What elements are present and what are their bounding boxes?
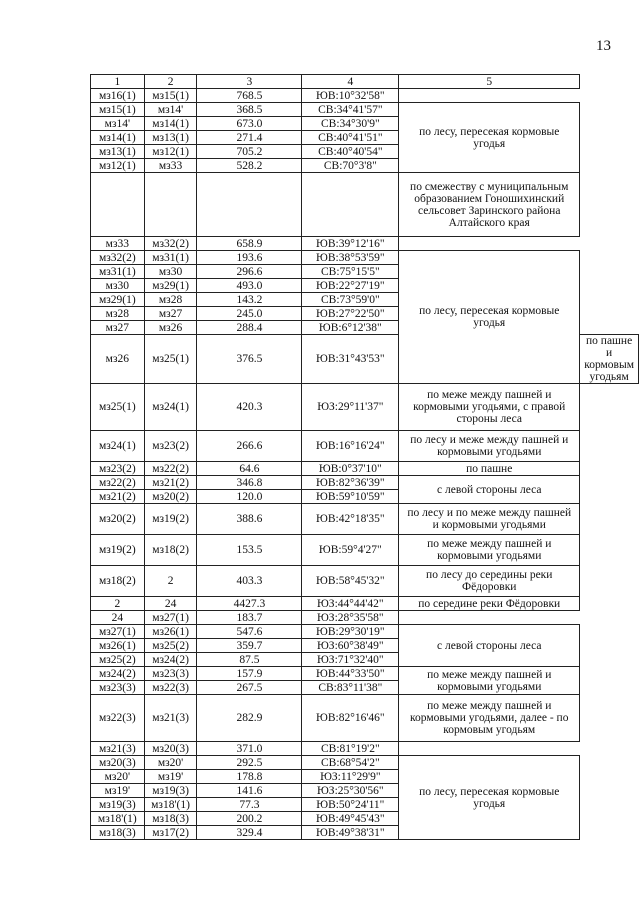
- table-row: [91, 535, 639, 566]
- table-row: [91, 431, 639, 462]
- bearing-cell: ЮВ:58°45'32": [302, 566, 399, 597]
- point-from-cell: мз25(2): [91, 653, 145, 667]
- point-from-cell: мз23(2): [91, 462, 145, 476]
- point-from-cell: мз19(3): [91, 798, 145, 812]
- bearing-cell: ЮВ:49°45'43": [302, 812, 399, 826]
- bearing-cell: ЮЗ:29°11'37": [302, 384, 399, 431]
- length-cell: 141.6: [197, 784, 302, 798]
- description-cell: с левой стороны леса: [399, 625, 580, 667]
- point-from-cell: мз15(1): [91, 103, 145, 117]
- point-from-cell: мз18'(1): [91, 812, 145, 826]
- table-row: [91, 384, 639, 431]
- length-cell: 493.0: [197, 279, 302, 293]
- length-cell: 120.0: [197, 490, 302, 504]
- point-to-cell: мз18'(1): [144, 798, 197, 812]
- point-from-cell: мз14(1): [91, 131, 145, 145]
- bearing-cell: СВ:83°11'38": [302, 681, 399, 695]
- bearing-cell: ЮЗ:60°38'49": [302, 639, 399, 653]
- table-row: [91, 756, 639, 770]
- point-from-cell: мз30: [91, 279, 145, 293]
- description-cell: по лесу и меже между пашней и кормовыми угодьями: [399, 431, 580, 462]
- bearing-cell: ЮВ:39°12'16": [302, 237, 399, 251]
- length-cell: 292.5: [197, 756, 302, 770]
- point-to-cell: мз26: [144, 321, 197, 335]
- description-cell: по меже между пашней и кормовыми угодьями: [399, 535, 580, 566]
- point-from-cell: мз21(2): [91, 490, 145, 504]
- table-row: [91, 173, 639, 237]
- bearing-cell: ЮВ:31°43'53": [302, 335, 399, 384]
- point-to-cell: мз22(3): [144, 681, 197, 695]
- point-from-cell: 24: [91, 611, 145, 625]
- point-from-cell: мз22(3): [91, 695, 145, 742]
- length-cell: 157.9: [197, 667, 302, 681]
- bearing-cell: ЮВ:49°38'31": [302, 826, 399, 840]
- bearing-cell: ЮВ:0°37'10": [302, 462, 399, 476]
- length-cell: 4427.3: [197, 597, 302, 611]
- length-cell: 266.6: [197, 431, 302, 462]
- point-to-cell: мз18(3): [144, 812, 197, 826]
- length-cell: 403.3: [197, 566, 302, 597]
- length-cell: 346.8: [197, 476, 302, 490]
- description-cell: по середине реки Фёдоровки: [399, 597, 580, 611]
- header-cell: 2: [144, 75, 197, 89]
- bearing-cell: СВ:34°30'9": [302, 117, 399, 131]
- table-row: [91, 462, 639, 476]
- table-header-row: [91, 75, 639, 89]
- point-from-cell: 2: [91, 597, 145, 611]
- length-cell: 673.0: [197, 117, 302, 131]
- bearing-cell: ЮВ:10°32'58": [302, 89, 399, 103]
- length-cell: 178.8: [197, 770, 302, 784]
- length-cell: 528.2: [197, 159, 302, 173]
- bearing-cell: ЮЗ:71°32'40": [302, 653, 399, 667]
- point-from-cell: мз29(1): [91, 293, 145, 307]
- point-from-cell: [91, 173, 145, 237]
- point-to-cell: мз17(2): [144, 826, 197, 840]
- point-to-cell: мз29(1): [144, 279, 197, 293]
- point-from-cell: мз18(2): [91, 566, 145, 597]
- length-cell: 64.6: [197, 462, 302, 476]
- point-to-cell: мз23(3): [144, 667, 197, 681]
- length-cell: 368.5: [197, 103, 302, 117]
- point-to-cell: мз31(1): [144, 251, 197, 265]
- bearing-cell: ЮВ:50°24'11": [302, 798, 399, 812]
- point-from-cell: мз12(1): [91, 159, 145, 173]
- point-from-cell: мз13(1): [91, 145, 145, 159]
- point-from-cell: мз21(3): [91, 742, 145, 756]
- bearing-cell: ЮЗ:44°44'42": [302, 597, 399, 611]
- header-cell: 5: [399, 75, 580, 89]
- point-to-cell: мз27(1): [144, 611, 197, 625]
- bearing-cell: ЮВ:22°27'19": [302, 279, 399, 293]
- table-row: [91, 237, 639, 251]
- table-row: [91, 504, 639, 535]
- header-cell: 1: [91, 75, 145, 89]
- description-cell: по лесу, пересекая кормовые угодья: [399, 103, 580, 173]
- point-to-cell: мз33: [144, 159, 197, 173]
- description-cell: по меже между пашней и кормовыми угодьями, далее - по кормовым угодьям: [399, 695, 580, 742]
- point-to-cell: мз14(1): [144, 117, 197, 131]
- point-from-cell: мз32(2): [91, 251, 145, 265]
- length-cell: 376.5: [197, 335, 302, 384]
- length-cell: 420.3: [197, 384, 302, 431]
- point-to-cell: мз12(1): [144, 145, 197, 159]
- point-from-cell: мз14': [91, 117, 145, 131]
- table-row: [91, 742, 639, 756]
- point-to-cell: мз30: [144, 265, 197, 279]
- point-to-cell: мз25(2): [144, 639, 197, 653]
- point-from-cell: мз31(1): [91, 265, 145, 279]
- length-cell: 547.6: [197, 625, 302, 639]
- description-cell: по лесу и по меже между пашней и кормовыми угодьями: [399, 504, 580, 535]
- point-to-cell: мз19': [144, 770, 197, 784]
- point-to-cell: мз25(1): [144, 335, 197, 384]
- point-to-cell: мз14': [144, 103, 197, 117]
- point-to-cell: мз20(2): [144, 490, 197, 504]
- length-cell: 267.5: [197, 681, 302, 695]
- description-cell: с левой стороны леса: [399, 476, 580, 504]
- description-cell: по меже между пашней и кормовыми угодьями, с правой стороны леса: [399, 384, 580, 431]
- length-cell: 183.7: [197, 611, 302, 625]
- point-from-cell: мз26(1): [91, 639, 145, 653]
- point-to-cell: 24: [144, 597, 197, 611]
- length-cell: 329.4: [197, 826, 302, 840]
- length-cell: 153.5: [197, 535, 302, 566]
- table-row: [91, 611, 639, 625]
- point-from-cell: мз16(1): [91, 89, 145, 103]
- bearing-cell: ЮВ:59°4'27": [302, 535, 399, 566]
- bearing-cell: ЮВ:38°53'59": [302, 251, 399, 265]
- point-to-cell: мз21(3): [144, 695, 197, 742]
- length-cell: 143.2: [197, 293, 302, 307]
- bearing-cell: ЮВ:6°12'38": [302, 321, 399, 335]
- bearing-cell: ЮВ:82°16'46": [302, 695, 399, 742]
- point-from-cell: мз33: [91, 237, 145, 251]
- point-to-cell: мз27: [144, 307, 197, 321]
- description-cell: по пашне и кормовым угодьям: [580, 335, 639, 384]
- bearing-cell: ЮВ:82°36'39": [302, 476, 399, 490]
- point-to-cell: мз22(2): [144, 462, 197, 476]
- point-to-cell: мз21(2): [144, 476, 197, 490]
- bearing-cell: ЮВ:29°30'19": [302, 625, 399, 639]
- length-cell: 288.4: [197, 321, 302, 335]
- point-from-cell: мз23(3): [91, 681, 145, 695]
- point-from-cell: мз28: [91, 307, 145, 321]
- point-from-cell: мз20(2): [91, 504, 145, 535]
- length-cell: 193.6: [197, 251, 302, 265]
- length-cell: 200.2: [197, 812, 302, 826]
- length-cell: 296.6: [197, 265, 302, 279]
- description-cell: по лесу, пересекая кормовые угодья: [399, 251, 580, 384]
- point-from-cell: мз19': [91, 784, 145, 798]
- length-cell: 705.2: [197, 145, 302, 159]
- point-to-cell: 2: [144, 566, 197, 597]
- description-cell: по лесу, пересекая кормовые угодья: [399, 756, 580, 840]
- boundary-table: [90, 74, 639, 840]
- table-row: [91, 597, 639, 611]
- bearing-cell: ЮВ:42°18'35": [302, 504, 399, 535]
- bearing-cell: ЮЗ:25°30'56": [302, 784, 399, 798]
- bearing-cell: СВ:40°40'54": [302, 145, 399, 159]
- table-row: [91, 103, 639, 117]
- bearing-cell: ЮВ:16°16'24": [302, 431, 399, 462]
- table-row: [91, 566, 639, 597]
- header-cell: 4: [302, 75, 399, 89]
- description-cell: по лесу до середины реки Фёдоровки: [399, 566, 580, 597]
- point-from-cell: мз19(2): [91, 535, 145, 566]
- point-from-cell: мз18(3): [91, 826, 145, 840]
- point-to-cell: мз19(2): [144, 504, 197, 535]
- bearing-cell: СВ:40°41'51": [302, 131, 399, 145]
- point-to-cell: мз32(2): [144, 237, 197, 251]
- page-number: 13: [596, 38, 611, 54]
- point-from-cell: мз20(3): [91, 756, 145, 770]
- table-row: [91, 89, 639, 103]
- bearing-cell: ЮЗ:28°35'58": [302, 611, 399, 625]
- bearing-cell: ЮВ:59°10'59": [302, 490, 399, 504]
- description-cell: по пашне: [399, 462, 580, 476]
- point-to-cell: мз19(3): [144, 784, 197, 798]
- header-cell: 3: [197, 75, 302, 89]
- point-from-cell: мз27: [91, 321, 145, 335]
- bearing-cell: ЮВ:44°33'50": [302, 667, 399, 681]
- bearing-cell: СВ:73°59'0": [302, 293, 399, 307]
- point-from-cell: мз27(1): [91, 625, 145, 639]
- bearing-cell: СВ:81°19'2": [302, 742, 399, 756]
- point-from-cell: мз25(1): [91, 384, 145, 431]
- point-from-cell: мз24(2): [91, 667, 145, 681]
- length-cell: 768.5: [197, 89, 302, 103]
- point-to-cell: мз20(3): [144, 742, 197, 756]
- point-to-cell: мз20': [144, 756, 197, 770]
- point-to-cell: мз24(2): [144, 653, 197, 667]
- point-from-cell: мз20': [91, 770, 145, 784]
- point-from-cell: мз26: [91, 335, 145, 384]
- length-cell: [197, 173, 302, 237]
- point-to-cell: мз26(1): [144, 625, 197, 639]
- length-cell: 388.6: [197, 504, 302, 535]
- description-cell: по смежеству с муниципальным образованием Гоношихинский сельсовет Заринского района Алтайского края: [399, 173, 580, 237]
- point-to-cell: мз23(2): [144, 431, 197, 462]
- bearing-cell: ЮЗ:11°29'9": [302, 770, 399, 784]
- bearing-cell: СВ:70°3'8": [302, 159, 399, 173]
- bearing-cell: СВ:68°54'2": [302, 756, 399, 770]
- length-cell: 282.9: [197, 695, 302, 742]
- bearing-cell: СВ:34°41'57": [302, 103, 399, 117]
- point-to-cell: мз28: [144, 293, 197, 307]
- bearing-cell: [302, 173, 399, 237]
- description-cell: по меже между пашней и кормовыми угодьями: [399, 667, 580, 695]
- length-cell: 371.0: [197, 742, 302, 756]
- length-cell: 271.4: [197, 131, 302, 145]
- length-cell: 658.9: [197, 237, 302, 251]
- table-row: [91, 695, 639, 742]
- length-cell: 359.7: [197, 639, 302, 653]
- point-from-cell: мз24(1): [91, 431, 145, 462]
- table-row: [91, 251, 639, 265]
- length-cell: 245.0: [197, 307, 302, 321]
- point-from-cell: мз22(2): [91, 476, 145, 490]
- point-to-cell: мз13(1): [144, 131, 197, 145]
- point-to-cell: мз24(1): [144, 384, 197, 431]
- length-cell: 77.3: [197, 798, 302, 812]
- table-row: [91, 625, 639, 639]
- bearing-cell: ЮВ:27°22'50": [302, 307, 399, 321]
- table-row: [91, 476, 639, 490]
- point-to-cell: [144, 173, 197, 237]
- point-to-cell: мз15(1): [144, 89, 197, 103]
- length-cell: 87.5: [197, 653, 302, 667]
- bearing-cell: СВ:75°15'5": [302, 265, 399, 279]
- point-to-cell: мз18(2): [144, 535, 197, 566]
- table-row: [91, 667, 639, 681]
